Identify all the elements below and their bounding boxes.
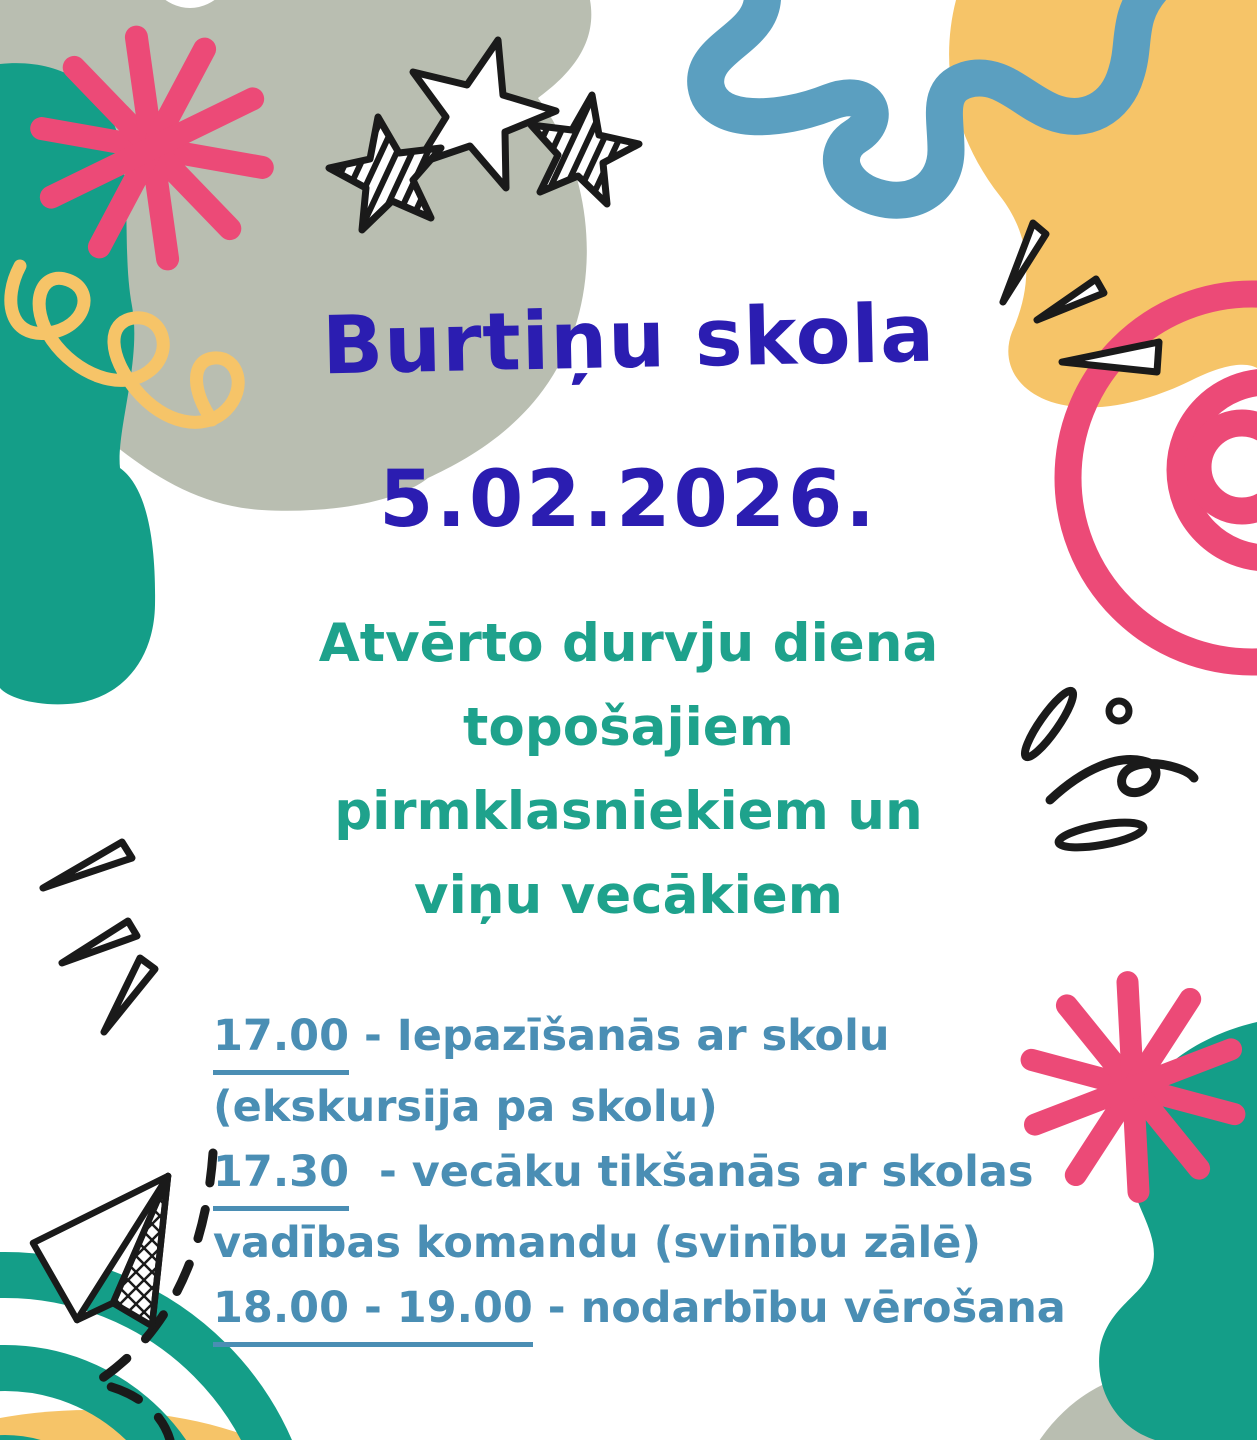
schedule-line [213,1276,1113,1347]
poster-title: Burtiņu skola [321,286,936,393]
event-date: 5.02.2026. [379,455,878,545]
schedule-line [213,1004,1113,1075]
schedule-time: 17.30 [213,1140,349,1211]
schedule-text: - Iepazīšanās ar skolu [349,1011,890,1061]
schedule [213,1004,1113,1347]
emphasis-cone [104,958,155,1032]
subtitle-line: pirmklasniekiem un [334,781,923,842]
schedule-time: 17.00 [213,1004,349,1075]
subtitle-line: Atvērto durvju diena [318,613,939,674]
schedule-line [213,1075,1113,1140]
schedule-text: - nodarbību vērošana [532,1283,1066,1333]
schedule-text: (ekskursija pa skolu) [213,1082,718,1132]
schedule-text: - vecāku tikšanās ar skolas [349,1147,1034,1197]
schedule-text: vadības komandu (svinību zālē) [213,1218,982,1268]
subtitle-line: viņu vecākiem [414,865,843,926]
schedule-line [213,1211,1113,1276]
schedule-time: 18.00 - 19.00 [213,1276,533,1347]
yellow-blob-bottom-left [0,1410,370,1440]
schedule-line [213,1140,1113,1211]
event-subtitle [0,602,1257,938]
subtitle-line: topošajiem [463,697,794,758]
